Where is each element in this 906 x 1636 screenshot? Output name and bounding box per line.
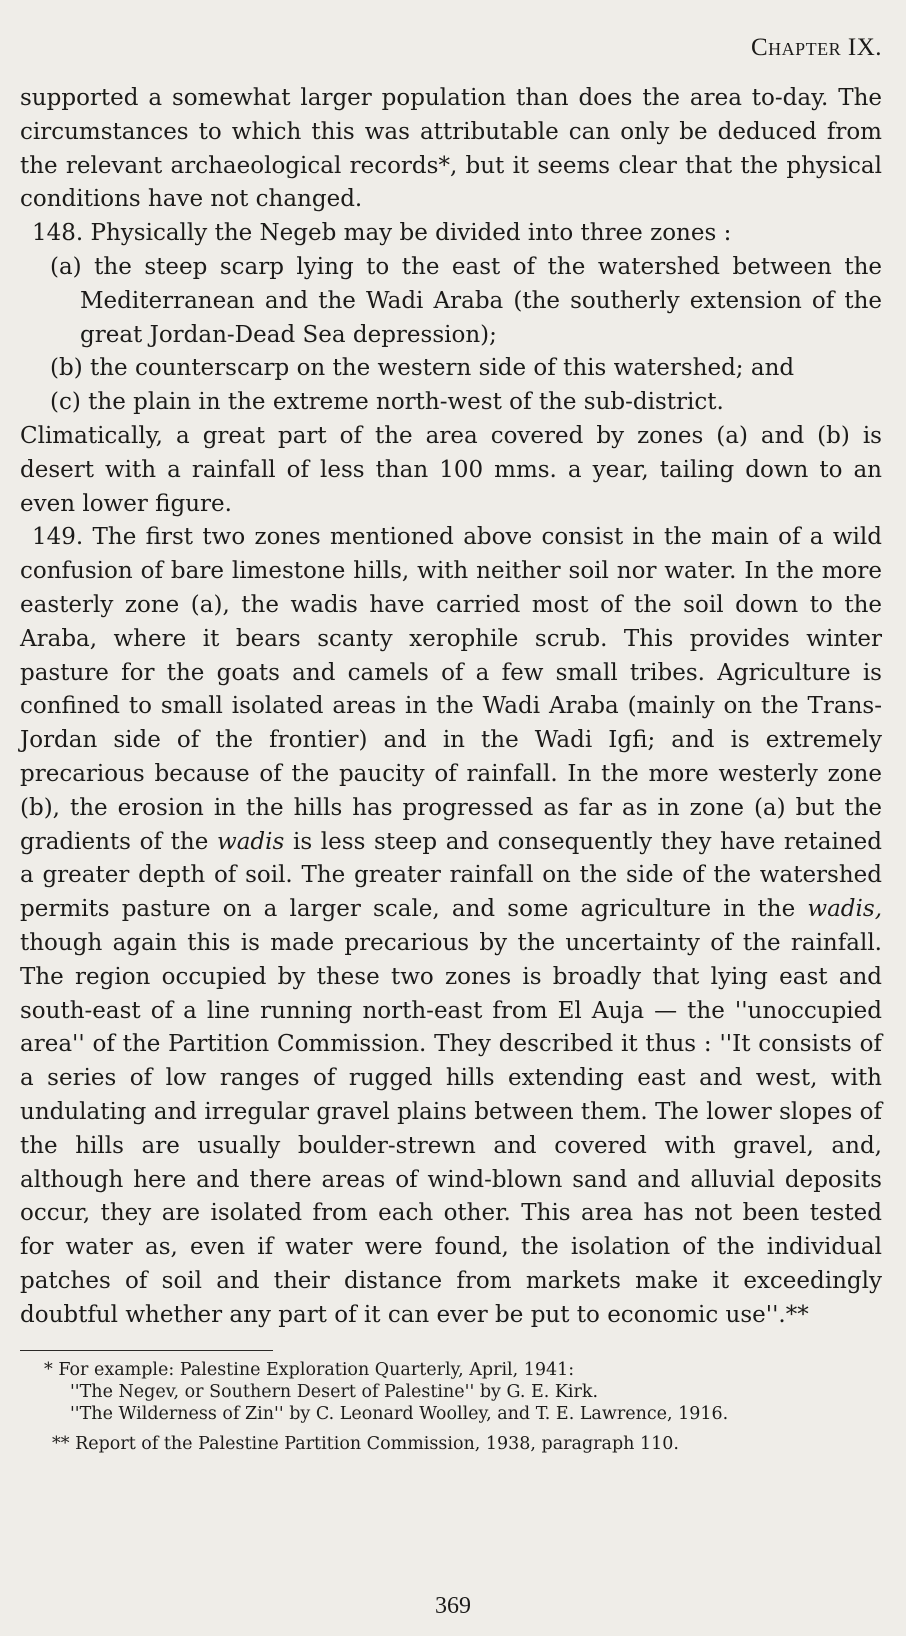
zone-c-item: (c) the plain in the extreme north-west of the sub-district. — [50, 389, 724, 416]
footnote-divider — [20, 1350, 273, 1351]
paragraph-149 — [20, 521, 882, 1332]
paragraph-149-part1: 149. The first two zones mentioned above consist in the main of a wild confusion of bare limestone hills, with neither soil nor water. In the more easterly zone (a), the wadis have carried most of the soil down to the Araba, where it bears scanty xerophile scrub. This provides winter pasture for the goats and camels of a few small tribes. Agriculture is confined to small isolated areas in the Wadi Araba (mainly on the Trans-Jordan side of the frontier) and in the Wadi Igfi; and is extremely precarious because of the paucity of rainfall. In the more westerly zone (b), the erosion in the hills has progressed as far as in zone (a) but the gradients of the — [20, 524, 882, 855]
page-number: 369 — [435, 1593, 471, 1619]
zone-b-item: (b) the counterscarp on the western side of this watershed; and — [50, 355, 795, 382]
wadis-term-2: wadis, — [807, 896, 882, 923]
wadis-term-1: wadis — [217, 828, 285, 855]
paragraph-149-part2: is less steep and consequently they have retained a greater depth of soil. The greater rainfall on the side of the watershed permits pasture on a larger scale, and some agriculture in the — [20, 828, 882, 923]
footnote-1-ref-1: ''The Negev, or Southern Desert of Palestine'' by G. E. Kirk. — [70, 1382, 599, 1403]
chapter-heading: Chapter IX. — [750, 34, 882, 61]
paragraph-149-part3: though again this is made precarious by the uncertainty of the rainfall. The region occupied by these two zones is broadly that lying east and south-east of a line running north-east from El Auja — the ''unoccupied area'' of the Partition Commission. They described it thus : ''It consists of a series of low ranges of rugged hills extending east and west, with undulating and irregular gravel plains between them. The lower slopes of the hills are usually boulder-strewn and covered with gravel, and, although here and there areas of wind-blown sand and alluvial deposits occur, they are isolated from each other. This area has not been tested for water as, even if water were found, the isolation of the individual patches of soil and their distance from markets make it exceedingly doubtful whether any part of it can ever be put to economic use''.** — [20, 929, 882, 1328]
footnote-1-ref-2: ''The Wilderness of Zin'' by C. Leonard Woolley, and T. E. Lawrence, 1916. — [70, 1404, 729, 1425]
zone-a-item: (a) the steep scarp lying to the east of the watershed between the Mediterranean and the Wadi Araba (the southerly extension of the great Jordan-Dead Sea depression); — [50, 253, 882, 348]
paragraph-148-climate: Climatically, a great part of the area covered by zones (a) and (b) is desert with a rainfall of less than 100 mms. a year, tailing down to an even lower figure. — [20, 422, 882, 517]
footnote-1-intro: * For example: Palestine Exploration Quarterly, April, 1941: — [44, 1360, 575, 1381]
paragraph-continued: supported a somewhat larger population than does the area to-day. The circumstances to which this was attributable can only be deduced from the relevant archaeological records*, but it seems clear that the physical conditions have not changed. — [20, 85, 882, 213]
footnote-2: ** Report of the Palestine Partition Commission, 1938, paragraph 110. — [52, 1434, 679, 1455]
paragraph-148-intro: 148. Physically the Negeb may be divided into three zones : — [32, 220, 732, 247]
